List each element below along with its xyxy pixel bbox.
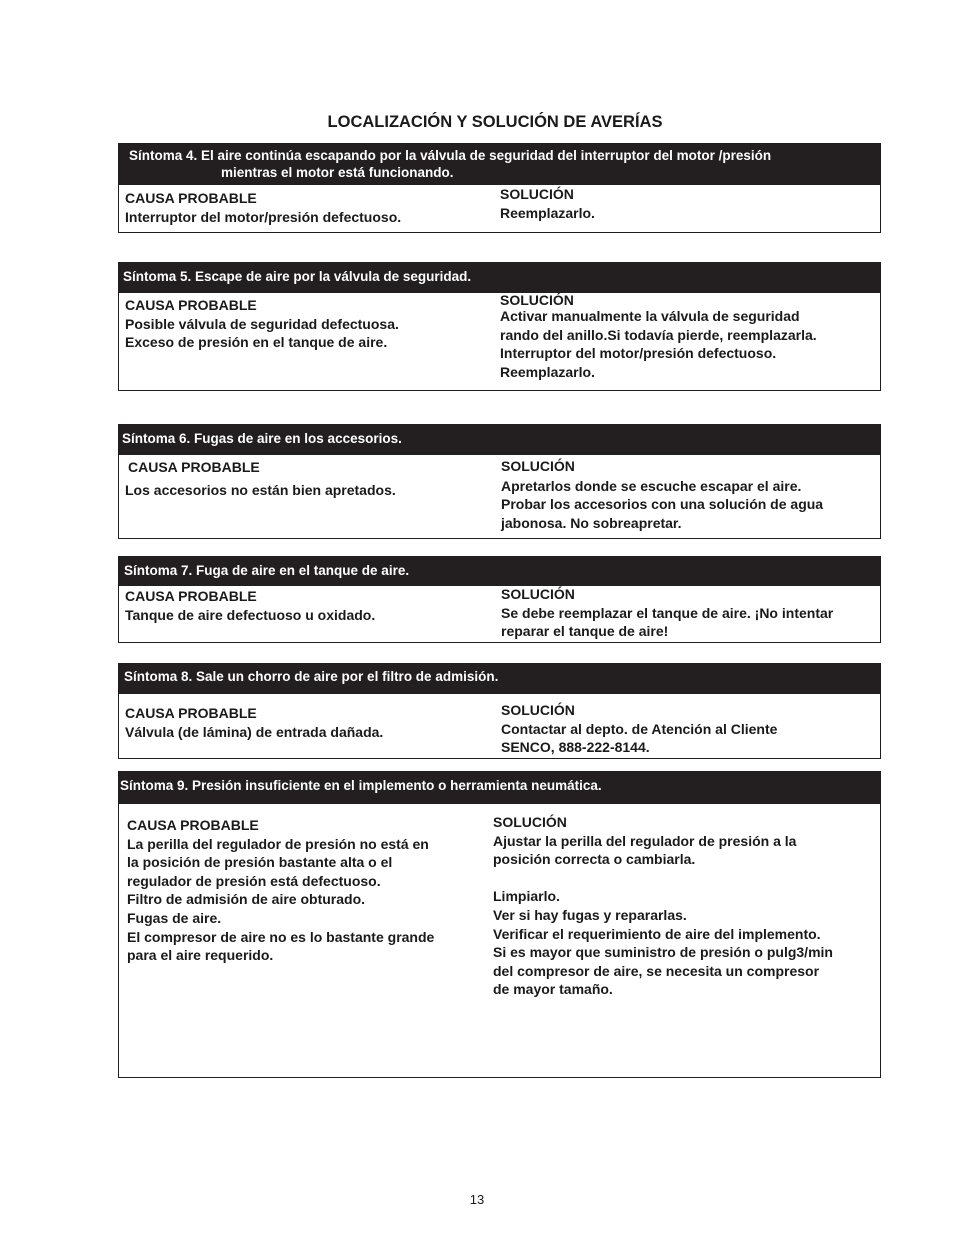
- cause-label: CAUSA PROBABLE: [125, 190, 257, 206]
- solution-label: SOLUCIÓN: [500, 186, 574, 202]
- solution-line: reparar el tanque de aire!: [501, 623, 669, 640]
- symptom-4-cause: [125, 189, 401, 226]
- cause-line: Exceso de presión en el tanque de aire.: [125, 334, 388, 351]
- solution-line: Verificar el requerimiento de aire del implemento.: [493, 925, 821, 942]
- cause-line: Posible válvula de seguridad defectuosa.: [125, 315, 399, 332]
- page-number: 13: [469, 1192, 485, 1207]
- symptom-7-header-text: Síntoma 7. Fuga de aire en el tanque de aire.: [124, 563, 410, 578]
- symptom-5-header-text: Síntoma 5. Escape de aire por la válvula de seguridad.: [123, 269, 472, 284]
- symptom-4-header-text: Síntoma 4. El aire continúa escapando por la válvula de seguridad del interruptor del motor /presión: [129, 148, 772, 163]
- solution-line: Ver si hay fugas y repararlas.: [493, 906, 687, 923]
- symptom-4-box: [118, 143, 881, 233]
- cause-line: Fugas de aire.: [127, 909, 222, 926]
- symptom-5-cause: [125, 296, 399, 352]
- symptom-6-cause: [125, 458, 396, 499]
- solution-line: Reemplazarlo.: [500, 363, 595, 380]
- symptom-6-header-text: Síntoma 6. Fugas de aire en los accesorios.: [122, 431, 402, 446]
- cause-line: la posición de presión bastante alta o el: [127, 854, 393, 871]
- cause-line: Los accesorios no están bien apretados.: [125, 481, 396, 498]
- solution-line: Probar los accesorios con una solución de agua: [501, 496, 824, 513]
- symptom-7-header: [119, 557, 880, 586]
- solution-line: Limpiarlo.: [493, 888, 560, 905]
- symptom-8-solution: [501, 701, 777, 757]
- solution-label: SOLUCIÓN: [493, 814, 567, 830]
- solution-label: SOLUCIÓN: [500, 292, 574, 308]
- symptom-9-box: [118, 771, 881, 1078]
- cause-label: CAUSA PROBABLE: [125, 705, 257, 721]
- symptom-5-box: [118, 262, 881, 391]
- solution-line: Contactar al depto. de Atención al Cliente: [501, 720, 778, 737]
- solution-line: [493, 869, 833, 888]
- solution-line: Se debe reemplazar el tanque de aire. ¡No intentar: [501, 604, 834, 621]
- symptom-8-header-text: Síntoma 8. Sale un chorro de aire por el filtro de admisión.: [124, 669, 499, 684]
- solution-line: del compresor de aire, se necesita un compresor: [493, 962, 820, 979]
- solution-label: SOLUCIÓN: [501, 586, 575, 602]
- symptom-9-cause: [127, 816, 434, 965]
- solution-line: Ajustar la perilla del regulador de presión a la: [493, 832, 797, 849]
- symptom-9-solution: [493, 813, 833, 999]
- cause-line: Tanque de aire defectuoso u oxidado.: [125, 606, 376, 623]
- symptom-7-box: [118, 556, 881, 643]
- solution-line: rando del anillo.Si todavía pierde, reemplazarla.: [500, 326, 817, 343]
- cause-line: Válvula (de lámina) de entrada dañada.: [125, 723, 384, 740]
- solution-label: SOLUCIÓN: [501, 702, 575, 718]
- solution-line: Si es mayor que suministro de presión o pulg3/min: [493, 944, 833, 961]
- solution-line: de mayor tamaño.: [493, 981, 613, 998]
- solution-line: Apretarlos donde se escuche escapar el aire.: [501, 477, 802, 494]
- symptom-5-header: [119, 263, 880, 293]
- symptom-9-header-text: Síntoma 9. Presión insuficiente en el implemento o herramienta neumática.: [120, 778, 602, 793]
- symptom-4-header: [119, 144, 880, 185]
- cause-line: La perilla del regulador de presión no está en: [127, 835, 429, 852]
- page-title: LOCALIZACIÓN Y SOLUCIÓN DE AVERÍAS: [327, 113, 663, 131]
- symptom-6-box: [118, 424, 881, 539]
- symptom-8-header: [119, 664, 880, 694]
- symptom-4-solution: [500, 185, 595, 222]
- symptom-7-solution: [501, 585, 833, 641]
- symptom-8-cause: [125, 704, 383, 741]
- solution-line: Interruptor del motor/presión defectuoso.: [500, 345, 777, 362]
- cause-label: CAUSA PROBABLE: [127, 817, 259, 833]
- cause-label: CAUSA PROBABLE: [128, 459, 260, 475]
- solution-line: jabonosa. No sobreapretar.: [501, 514, 682, 531]
- symptom-7-cause: [125, 587, 375, 624]
- symptom-4-header-cont: mientras el motor está funcionando.: [221, 165, 454, 180]
- cause-line: Filtro de admisión de aire obturado.: [127, 891, 366, 908]
- cause-line: Interruptor del motor/presión defectuoso.: [125, 208, 402, 225]
- symptom-6-header: [119, 425, 880, 455]
- cause-label: CAUSA PROBABLE: [125, 588, 257, 604]
- symptom-6-solution: [501, 457, 823, 532]
- cause-line: regulador de presión está defectuoso.: [127, 872, 381, 889]
- symptom-5-solution: [500, 293, 817, 381]
- solution-line: SENCO, 888-222-8144.: [501, 739, 650, 756]
- solution-line: Activar manualmente la válvula de seguridad: [500, 308, 800, 324]
- symptom-8-box: [118, 663, 881, 759]
- solution-line: posición correcta o cambiarla.: [493, 851, 696, 868]
- cause-line: para el aire requerido.: [127, 947, 274, 964]
- solution-label: SOLUCIÓN: [501, 458, 575, 474]
- cause-line: El compresor de aire no es lo bastante grande: [127, 928, 435, 945]
- symptom-9-header: [119, 772, 880, 804]
- cause-label: CAUSA PROBABLE: [125, 297, 257, 313]
- solution-line: Reemplazarlo.: [500, 204, 595, 221]
